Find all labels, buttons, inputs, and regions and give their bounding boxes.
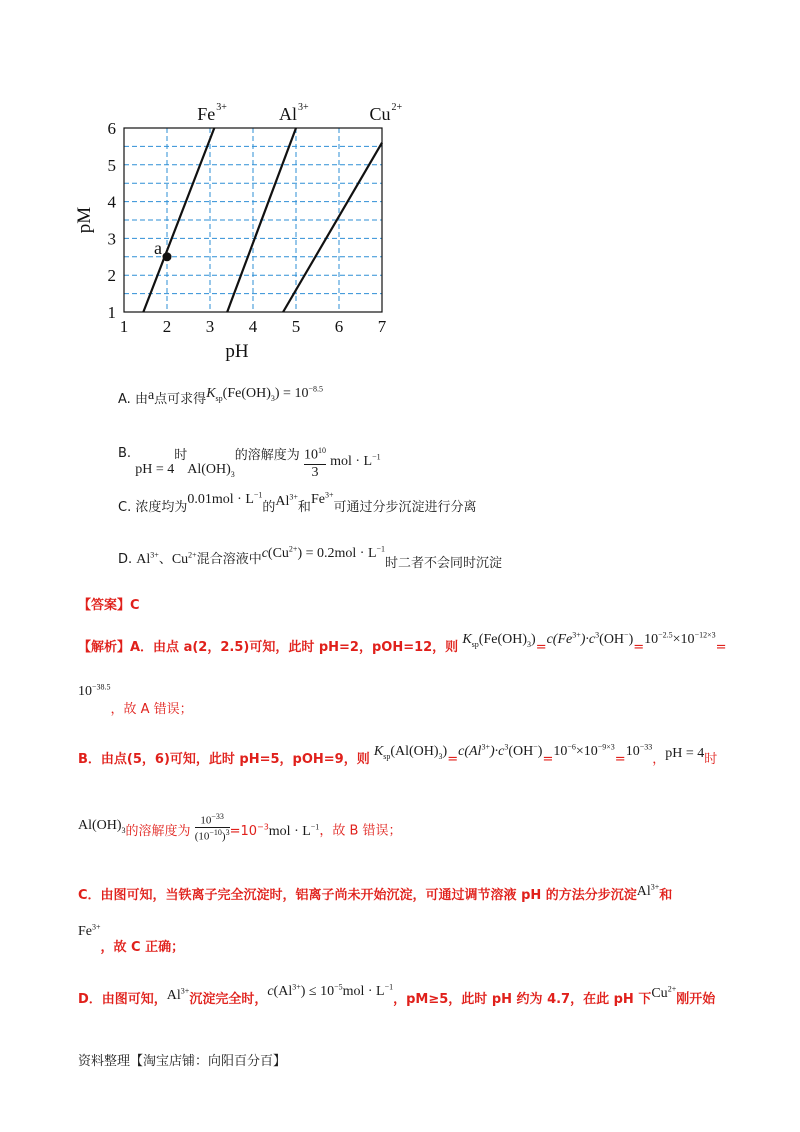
x-tick-label: 4 — [248, 317, 258, 336]
analysis-a-line2: $10^{-38.5}$，故 A 错误； — [78, 682, 193, 717]
series-line-fe — [143, 128, 214, 312]
analysis-d: D．由图可知，$Al^{3+}$沉淀完全时，$c(Al^{3+}) \le 10^{-5}mol \cdot L^{-1}$，pM≥5，此时 pH 约为 4.7，在此 pH 下$Cu^{2+}$刚开始 — [78, 982, 716, 1007]
option-d: D. $Al^{3+}$、$Cu^{2+}$混合溶液中$c(Cu^{2+}) = 0.2mol \cdot L^{-1}$时二者不会同时沉淀 — [118, 544, 503, 571]
series-label-al: Al — [279, 104, 297, 124]
x-tick-label: 7 — [377, 317, 387, 336]
answer-label: 【答案】C — [78, 598, 140, 613]
series-charge: 3+ — [216, 102, 227, 113]
analysis-c: C．由图可知，当铁离子完全沉淀时，铝离子尚未开始沉淀，可通过调节溶液 pH 的方法分步沉淀$Al^{3+}$和 — [78, 882, 673, 903]
x-tick-label: 1 — [119, 317, 129, 336]
x-tick-label: 3 — [205, 317, 215, 336]
option-a: A. 由a点可求得$K_{sp}(Fe(OH)_3) = 10^{-8.5}$ — [118, 384, 323, 407]
analysis-a: 【解析】A．由点 a(2，2.5)可知，此时 pH=2，pOH=12，则 $K_{sp}(Fe(OH)_3)=c(Fe^{3+})\cdot c^3(OH^-)=10^{-2.5}\times 10^{-12\times 3}=$ — [78, 630, 727, 655]
series-label-cu: Cu — [369, 104, 391, 124]
y-axis-label: pM — [74, 206, 95, 234]
option-b: B. pH = 4时$Al(OH)_3$的溶解度为 $\frac{10^{10}}{3}$ mol · $L^{-1}$ — [118, 445, 381, 480]
option-letter: C. — [118, 500, 132, 515]
y-tick-label: 4 — [107, 192, 116, 212]
series-charge: 3+ — [298, 102, 309, 113]
point-a-label: a — [154, 237, 162, 258]
series-label-fe: Fe — [197, 104, 216, 124]
y-tick-label: 1 — [107, 303, 116, 322]
option-letter: D. — [118, 552, 133, 567]
x-tick-label: 5 — [291, 317, 301, 336]
option-c: C. 浓度均为$0.01mol \cdot L^{-1}$的$Al^{3+}$和$Fe^{3+}$可通过分步沉淀进行分离 — [118, 490, 477, 515]
series-line-cu — [283, 143, 382, 312]
fraction: $\frac{10^{10}}{3}$ — [303, 446, 326, 480]
option-letter: A. — [118, 392, 131, 407]
y-tick-label: 5 — [107, 155, 116, 175]
option-letter: B. — [118, 445, 132, 461]
series-charge: 2+ — [391, 102, 403, 113]
x-tick-label: 6 — [334, 317, 344, 336]
fraction: $\frac{10^{-33}}{(10^{-10})^3}$ — [194, 812, 230, 843]
analysis-b: B．由点(5，6)可知，此时 pH=5，pOH=9，则 $K_{sp}(Al(OH)_3)=c(Al^{3+})\cdot c^3(OH^-)=10^{-6}\times 10^{-9\times 3}=10^{-33}$，pH = 4时 — [78, 742, 718, 767]
point-a-marker — [163, 252, 172, 261]
footer-source: 资料整理【淘宝店铺：向阳百分百】 — [78, 1054, 287, 1069]
y-tick-label: 6 — [107, 119, 116, 138]
y-tick-label: 2 — [107, 266, 116, 286]
pm-ph-chart — [70, 95, 410, 365]
analysis-b-line2: $Al(OH)_3$的溶解度为 $\frac{10^{-33}}{(10^{-10})^3}$ $=10^{-3}mol \cdot L^{-1}$，故 B 错误； — [78, 812, 402, 843]
x-axis-label: pH — [225, 341, 249, 362]
analysis-c-line2: $Fe^{3+}$，故 C 正确； — [78, 922, 185, 955]
y-tick-label: 3 — [107, 229, 116, 249]
x-tick-label: 2 — [162, 317, 172, 336]
